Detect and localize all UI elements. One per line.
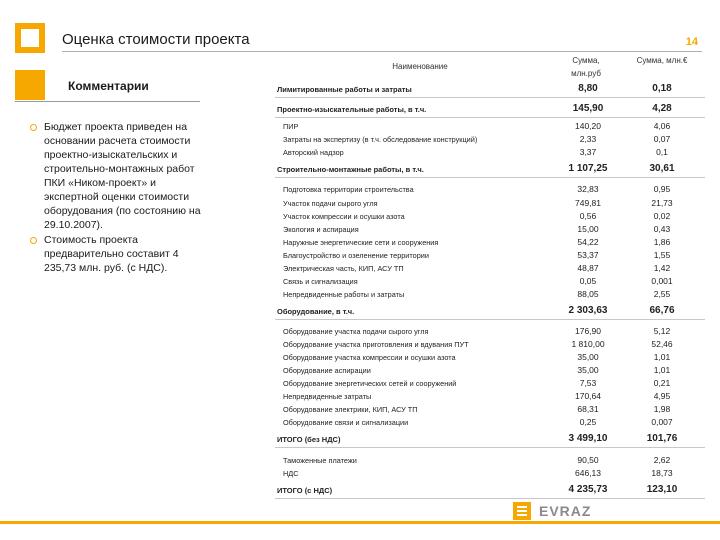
- row-value-rub: 0,05: [579, 276, 597, 286]
- row-value-rub: 32,83: [577, 184, 599, 194]
- row-value-eur: 0,95: [653, 184, 671, 194]
- row-value-eur: 2,62: [653, 455, 671, 465]
- comments-list: [30, 120, 208, 276]
- row-value-rub: 176,90: [575, 326, 601, 336]
- row-name: ИТОГО (без НДС): [277, 435, 341, 444]
- row-name: Подготовка территории строительства: [283, 185, 414, 194]
- row-value-eur: 0,02: [653, 211, 671, 221]
- row-value-eur: 101,76: [646, 433, 678, 444]
- column-header-eur: Сумма, млн.€: [636, 56, 688, 65]
- row-name: Благоустройство и озеленение территории: [283, 251, 429, 260]
- row-value-eur: 1,42: [653, 263, 671, 273]
- row-name: Оборудование, в т.ч.: [277, 307, 355, 316]
- row-name: Непредвиденные работы и затраты: [283, 290, 405, 299]
- row-name: Оборудование энергетических сетей и сооружений: [283, 379, 457, 388]
- comment-text: Бюджет проекта приведен на основании расчета стоимости проектно-изыскательских и строительно-монтажных работ ПКИ «Ником-проект» и экспертной оценки стоимости оборудования (по состоянию на 29.10.2007).: [44, 121, 201, 231]
- row-value-rub: 2 303,63: [568, 305, 608, 316]
- row-value-eur: 30,61: [649, 163, 675, 174]
- evraz-logo-icon: [513, 502, 531, 520]
- row-name: Оборудование электрики, КИП, АСУ ТП: [283, 405, 418, 414]
- row-name: Экология и аспирация: [283, 225, 359, 234]
- row-name: ИТОГО (с НДС): [277, 486, 333, 495]
- row-name: Таможенные платежи: [283, 456, 357, 465]
- comments-divider: [15, 101, 200, 102]
- column-header-name: Наименование: [392, 62, 448, 71]
- row-value-eur: 4,06: [653, 121, 671, 131]
- row-value-eur: 0,21: [653, 378, 671, 388]
- row-value-eur: 1,55: [653, 250, 671, 260]
- row-value-rub: 145,90: [572, 103, 604, 114]
- row-value-rub: 48,87: [577, 263, 599, 273]
- row-name: Авторский надзор: [283, 148, 344, 157]
- row-name: Электрическая часть, КИП, АСУ ТП: [283, 264, 404, 273]
- row-value-rub: 15,00: [577, 224, 599, 234]
- row-value-rub: 88,05: [577, 289, 599, 299]
- row-value-rub: 140,20: [575, 121, 601, 131]
- comment-item: [30, 233, 208, 275]
- comments-title: Комментарии: [68, 79, 149, 93]
- title-logo-square: [15, 23, 45, 53]
- row-value-rub: 0,56: [579, 211, 597, 221]
- row-name: Лимитированные работы и затраты: [277, 85, 412, 94]
- row-value-eur: 1,86: [653, 237, 671, 247]
- row-value-rub: 1 107,25: [568, 163, 608, 174]
- row-value-eur: 0,007: [651, 417, 673, 427]
- comment-text: Стоимость проекта предварительно составит 4 235,73 млн. руб. (с НДС).: [44, 234, 179, 274]
- row-name: Оборудование участка подачи сырого угля: [283, 327, 429, 336]
- row-value-rub: 8,80: [578, 83, 598, 94]
- row-value-eur: 66,76: [649, 305, 675, 316]
- row-name: Участок подачи сырого угля: [283, 199, 378, 208]
- row-name: Оборудование аспирации: [283, 366, 371, 375]
- bullet-circle-icon: [30, 237, 37, 244]
- row-name: НДС: [283, 469, 299, 478]
- row-name: Оборудование участка приготовления и вдувания ПУТ: [283, 340, 469, 349]
- row-value-eur: 123,10: [646, 484, 678, 495]
- row-value-rub: 3 499,10: [568, 433, 608, 444]
- page-title: Оценка стоимости проекта: [62, 31, 250, 48]
- section-divider: [275, 447, 705, 448]
- row-value-eur: 5,12: [653, 326, 671, 336]
- row-value-rub: 0,25: [579, 417, 597, 427]
- row-value-eur: 2,55: [653, 289, 671, 299]
- row-name: Наружные энергетические сети и сооружения: [283, 238, 439, 247]
- row-value-eur: 18,73: [651, 468, 673, 478]
- footer-accent-line: [0, 521, 720, 524]
- page-number: 14: [685, 36, 698, 48]
- row-value-eur: 52,46: [651, 339, 673, 349]
- row-value-rub: 53,37: [577, 250, 599, 260]
- row-value-eur: 0,43: [653, 224, 671, 234]
- row-value-eur: 21,73: [651, 198, 673, 208]
- row-value-eur: 0,18: [652, 83, 672, 94]
- row-value-rub: 2,33: [579, 134, 597, 144]
- row-name: ПИР: [283, 122, 299, 131]
- row-value-rub: 646,13: [575, 468, 601, 478]
- row-value-rub: 170,64: [575, 391, 601, 401]
- row-value-eur: 0,001: [651, 276, 673, 286]
- row-name: Участок компрессии и осушки азота: [283, 212, 405, 221]
- section-divider: [275, 319, 705, 320]
- row-value-rub: 4 235,73: [568, 484, 608, 495]
- row-value-eur: 1,98: [653, 404, 671, 414]
- section-divider: [275, 117, 705, 118]
- row-value-eur: 4,95: [653, 391, 671, 401]
- row-name: Проектно-изыскательные работы, в т.ч.: [277, 105, 427, 114]
- row-value-eur: 4,28: [652, 103, 672, 114]
- bullet-circle-icon: [30, 124, 37, 131]
- section-divider: [275, 177, 705, 178]
- row-name: Строительно-монтажные работы, в т.ч.: [277, 165, 424, 174]
- row-value-rub: 749,81: [575, 198, 601, 208]
- column-header-rub: Сумма, млн.руб: [571, 56, 601, 78]
- row-value-rub: 1 810,00: [571, 339, 605, 349]
- row-value-rub: 90,50: [577, 455, 599, 465]
- row-value-rub: 68,31: [577, 404, 599, 414]
- row-value-eur: 0,07: [653, 134, 671, 144]
- row-name: Связь и сигнализация: [283, 277, 358, 286]
- row-name: Непредвиденные затраты: [283, 392, 372, 401]
- section-divider: [275, 97, 705, 98]
- logo-text: EVRAZ: [539, 503, 592, 519]
- row-name: Оборудование участка компрессии и осушки азота: [283, 353, 456, 362]
- row-value-rub: 35,00: [577, 352, 599, 362]
- row-value-eur: 1,01: [653, 365, 671, 375]
- row-value-rub: 54,22: [577, 237, 599, 247]
- row-value-rub: 35,00: [577, 365, 599, 375]
- evraz-logo: [513, 502, 591, 520]
- row-name: Оборудование связи и сигнализации: [283, 418, 409, 427]
- comments-marker: [15, 70, 45, 100]
- row-name: Затраты на экспертизу (в т.ч. обследование конструкций): [283, 135, 478, 144]
- row-value-eur: 1,01: [653, 352, 671, 362]
- row-value-rub: 3,37: [579, 147, 597, 157]
- section-divider: [275, 498, 705, 499]
- title-divider: [62, 51, 702, 52]
- row-value-eur: 0,1: [656, 147, 668, 157]
- comment-item: [30, 120, 208, 232]
- row-value-rub: 7,53: [579, 378, 597, 388]
